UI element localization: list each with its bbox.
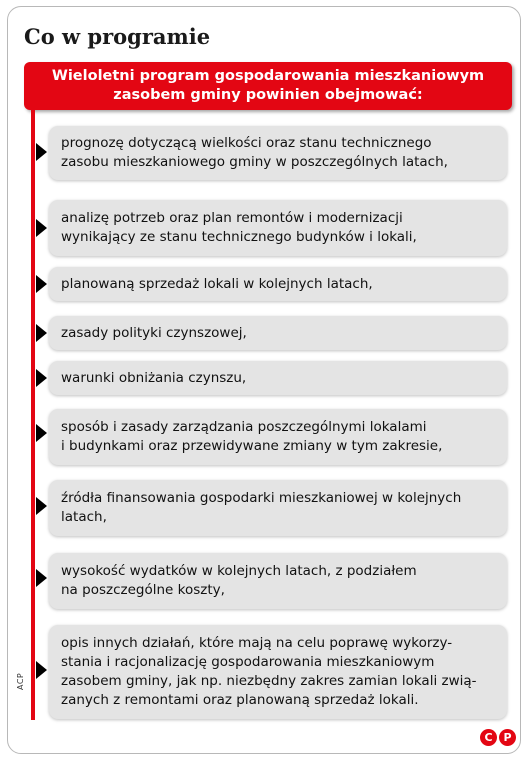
- list-item-line: i budynkami oraz przewidywane zmiany w tym zakresie,: [61, 438, 443, 454]
- list-item-line: wysokość wydatków w kolejnych latach, z podziałem: [61, 563, 417, 579]
- arrow-icon: [36, 143, 47, 161]
- list-item: [49, 625, 507, 719]
- list-item-line: zasobem gminy, jak np. niezbędny zakres zamian lokali zwią-: [61, 673, 477, 689]
- list-item-line: prognozę dotyczącą wielkości oraz stanu technicznego: [61, 135, 432, 151]
- list-item: [49, 200, 507, 256]
- header-line-1: Wieloletni program gospodarowania mieszkaniowym: [51, 68, 485, 84]
- list-item: [49, 409, 507, 465]
- header-line-2: zasobem gminy powinien obejmować:: [113, 87, 423, 103]
- list-item-line: sposób i zasady zarządzania poszczególnymi lokalami: [61, 419, 427, 435]
- list-item: [49, 126, 507, 180]
- publisher-logo: [480, 729, 516, 746]
- arrow-icon: [36, 324, 47, 342]
- red-header-banner: [24, 62, 512, 110]
- arrow-icon: [36, 275, 47, 293]
- credit-label: ACP: [16, 672, 25, 690]
- list-item-line: zasobu mieszkaniowego gminy w poszczególnych latach,: [61, 154, 448, 170]
- red-timeline-bar: [31, 108, 35, 720]
- list-item: [49, 361, 507, 395]
- list-item: [49, 553, 507, 609]
- list-item-line: wynikający ze stanu technicznego budynków i lokali,: [61, 229, 417, 245]
- arrow-icon: [36, 369, 47, 387]
- arrow-icon: [36, 219, 47, 237]
- logo-p-icon: P: [499, 729, 516, 746]
- list-item-line: na poszczególne koszty,: [61, 582, 225, 598]
- list-item-line: opis innych działań, które mają na celu poprawę wykorzy-: [61, 635, 453, 651]
- list-item-line: zanych z remontami oraz planowaną sprzedaż lokali.: [61, 692, 419, 708]
- arrow-icon: [36, 497, 47, 515]
- list-item: [49, 316, 507, 350]
- list-item-line: latach,: [61, 509, 107, 525]
- arrow-icon: [36, 569, 47, 587]
- logo-c-icon: C: [480, 729, 497, 746]
- list-item: [49, 267, 507, 301]
- arrow-icon: [36, 424, 47, 442]
- page-title: Co w programie: [24, 24, 211, 49]
- list-item-line: zasady polityki czynszowej,: [61, 324, 247, 341]
- list-item: [49, 480, 507, 536]
- list-item-line: źródła finansowania gospodarki mieszkaniowej w kolejnych: [61, 490, 462, 506]
- list-item-line: planowaną sprzedaż lokali w kolejnych latach,: [61, 275, 373, 292]
- arrow-icon: [36, 661, 47, 679]
- list-item-line: analizę potrzeb oraz plan remontów i modernizacji: [61, 210, 403, 226]
- list-item-line: warunki obniżania czynszu,: [61, 369, 247, 386]
- list-item-line: stania i racjonalizację gospodarowania mieszkaniowym: [61, 654, 435, 670]
